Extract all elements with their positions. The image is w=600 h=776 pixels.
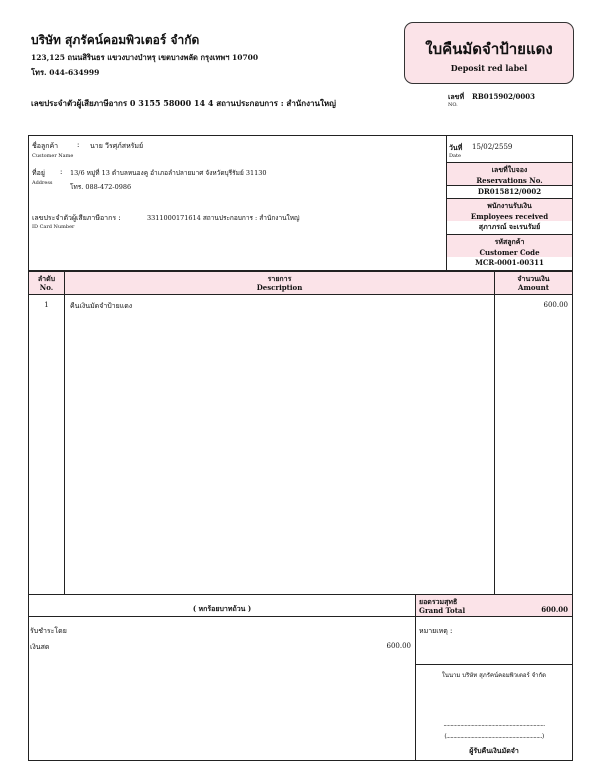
customer-address-label-en: Address (32, 180, 53, 186)
col-amount-label: จำนวนเงิน (517, 274, 550, 283)
customer-name-label-en: Customer Name (32, 153, 74, 159)
col-desc-label: รายการ (267, 274, 292, 283)
customer-code-label: รหัสลูกค้า (494, 237, 525, 246)
grand-total-label-en: Grand Total (419, 606, 466, 615)
items-col-line-1 (64, 271, 65, 595)
amount-in-words: ( หกร้อยบาทถ้วน ) (192, 604, 252, 613)
items-col-line-2 (494, 271, 495, 595)
signature-company: ในนาม บริษัท สุภรัคน์คอมพิวเตอร์ จำกัด (441, 672, 547, 679)
document-title-en: Deposit red label (450, 63, 528, 73)
customer-code-header (447, 235, 572, 257)
customer-code-label-en: Customer Code (479, 248, 540, 257)
signature-paren: (....................................................................) (444, 733, 544, 740)
employee-label: พนักงานรับเงิน (487, 201, 532, 210)
payment-amount: 600.00 (386, 642, 411, 650)
customer-name-colon: : (77, 141, 80, 149)
customer-address-colon: : (60, 168, 63, 176)
employee-header (447, 199, 572, 221)
doc-no-label: เลขที่ (448, 92, 465, 101)
document-title-box (404, 22, 574, 84)
date-label: วันที่ (449, 143, 463, 152)
date-label-en: Date (449, 153, 461, 159)
row-desc: คืนเงินมัดจำป้ายแดง (70, 302, 133, 310)
date-value: 15/02/2559 (472, 143, 513, 151)
employee-label-en: Employees received (470, 212, 549, 221)
grand-total-label: ยอดรวมสุทธิ (419, 597, 458, 606)
document-title-th: ใบคืนมัดจำป้ายแดง (425, 40, 553, 58)
customer-id-value: 3311000171614 สถานประกอบการ : สำนักงานใหญ่ (147, 214, 300, 222)
payment-label: รับชำระโดย (30, 627, 67, 635)
col-no-label-en: No. (39, 283, 54, 292)
company-phone: โทร. 044-634999 (31, 68, 100, 77)
remarks-label: หมายเหตุ : (419, 627, 453, 635)
grand-total-value: 600.00 (541, 605, 568, 614)
remarks-divider (415, 664, 573, 665)
customer-id-label: เลขประจำตัวผู้เสียภาษีอากร : (32, 214, 121, 222)
customer-phone: โทร. 088-472-0986 (70, 183, 132, 191)
company-tax-line: เลขประจำตัวผู้เสียภาษีอากร 0 3155 58000 14 4 สถานประกอบการ : สำนักงานใหญ่ (31, 98, 336, 108)
signature-role: ผู้รับคืนเงินมัดจำ (469, 746, 519, 755)
company-name: บริษัท สุภรัคน์คอมพิวเตอร์ จำกัด (31, 33, 200, 47)
signature-dots: ........................................................................ (443, 721, 545, 728)
customer-code-value: MCR-0001-00311 (475, 258, 544, 267)
customer-address-label: ที่อยู่ (32, 169, 45, 177)
row-amount: 600.00 (543, 301, 568, 309)
reservation-value: DR015812/0002 (477, 187, 542, 196)
reservation-label-en: Reservations No. (476, 176, 543, 185)
payment-method: เงินสด (30, 643, 50, 651)
doc-no-label-en: NO. (448, 102, 458, 108)
employee-value: สุภาภรณ์ จะเรนรัมย์ (478, 222, 541, 231)
right-divider-2 (446, 185, 573, 186)
customer-name-label: ชื่อลูกค้า (32, 142, 59, 150)
col-desc-label-en: Description (256, 283, 303, 292)
customer-name-value: นาย วีรศุภ์สหรัมย์ (90, 142, 144, 150)
reservation-label: เลขที่ใบจอง (491, 165, 528, 174)
col-no-label: ลำดับ (37, 274, 56, 283)
company-address: 123,125 ถนนสิรินธร แขวงบางบำหรุ เขตบางพลัด กรุงเทพฯ 10700 (31, 53, 259, 62)
customer-address-value: 13/6 หมู่ที่ 13 ตำบลหนองคู อำเภอลำปลายมาศ จังหวัดบุรีรัมย์ 31130 (70, 169, 267, 177)
col-amount-label-en: Amount (518, 283, 549, 292)
customer-id-label-en: ID Card Number (32, 224, 75, 230)
items-header-line (28, 294, 573, 295)
doc-no-value: RB015902/0003 (472, 92, 535, 101)
row-no: 1 (44, 301, 49, 309)
items-table (28, 271, 573, 595)
reservation-header (447, 163, 572, 185)
